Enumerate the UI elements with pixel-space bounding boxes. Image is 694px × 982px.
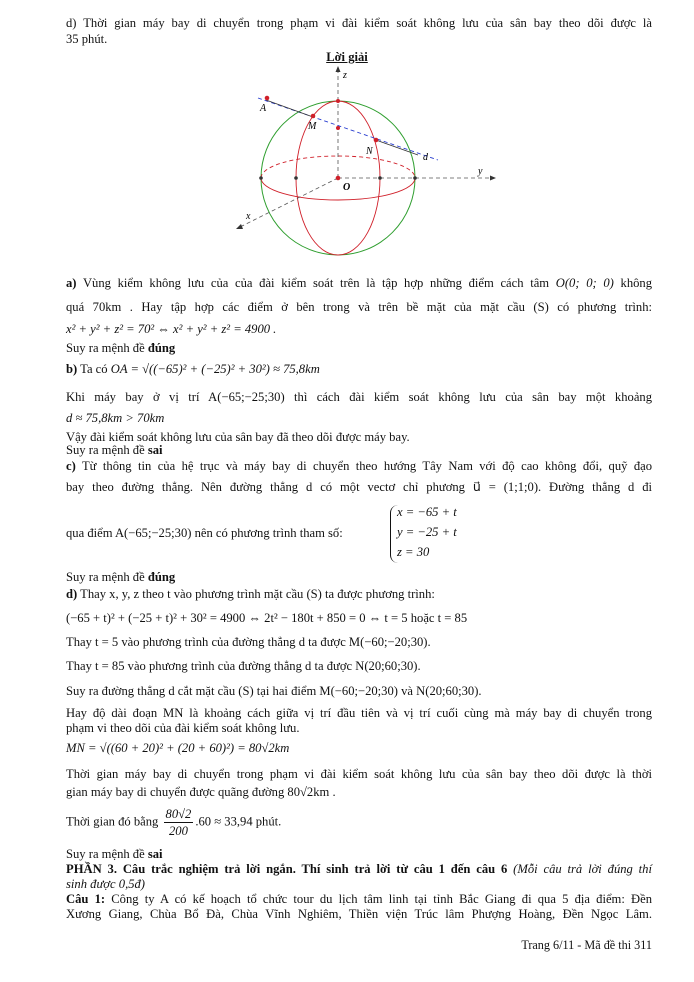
solution-title: Lời giải: [326, 50, 368, 64]
param-system: [390, 505, 471, 563]
label-d: d: [423, 152, 428, 163]
label-N: N: [366, 146, 373, 157]
line-d-outer2: [376, 140, 418, 155]
label-z: z: [343, 70, 347, 81]
part-d-time: Thời gian đó bằng $\frac{80√2}{200}$ .60 ≈ 33,94 phút.: [66, 807, 282, 838]
label-x: x: [246, 211, 251, 222]
part-d-line7: phạm vi theo dõi của đài kiểm soát không lưu.: [66, 721, 300, 735]
part-d-line2: (−65 + t)² + (−25 + t)² + 30² = 4900 ⇔ 2t² − 180t + 850 = 0 ⇔ t = 5 hoặc t = 85: [66, 611, 468, 625]
y-axis-arrow: [490, 176, 496, 181]
part-b-conclusion: Suy ra mệnh đề sai: [66, 443, 163, 457]
x-axis: [240, 178, 338, 227]
point-right: [413, 176, 417, 180]
part-d-conclusion: Suy ra mệnh đề sai: [66, 847, 163, 861]
part-d-line10: gian máy bay di chuyển được quãng đường 80√2km .: [66, 785, 336, 799]
equator-front: [261, 178, 415, 200]
sys-x: x = −65 + t: [397, 505, 457, 519]
point-left: [259, 176, 263, 180]
sys-y: y = −25 + t: [397, 525, 457, 539]
part-b-line3: d ≈ 75,8km > 70km: [66, 411, 165, 425]
part3-heading-note: sinh được 0,5đ): [66, 877, 145, 891]
point-M: [311, 114, 316, 119]
point-mid: [336, 126, 340, 130]
part-c-line2: bay theo đường thẳng. Nên đường thẳng d có một vectơ chỉ phương u⃗ = (1;1;0). Đường thẳng d đi: [66, 480, 652, 494]
part-a-line2: quá 70km . Hay tập hợp các điểm ở bên trong và trên bề mặt của mặt cầu (S) có phương trình:: [66, 300, 652, 314]
part-b-line1: b) Ta có OA = √((−65)² + (−25)² + 30²) ≈ 75,8km: [66, 362, 320, 376]
part-b-line2: Khi máy bay ở vị trí A(−65;−25;30) thì cách đài kiểm soát không lưu của sân bay một khoảng: [66, 390, 652, 404]
time-fraction: $\frac{80√2}{200}$: [165, 807, 192, 838]
point-N: [374, 138, 379, 143]
x-axis-arrow: [236, 224, 243, 229]
part-c-line1: c) Từ thông tin của hệ trục và máy bay di chuyển theo hướng Tây Nam với độ cao không đổi, quỹ đạo: [66, 459, 652, 473]
page-footer: Trang 6/11 - Mã đề thi 311: [521, 938, 652, 952]
line-d-dashed: [258, 98, 438, 160]
part-d-line9: Thời gian máy bay di chuyển trong phạm vi đài kiểm soát không lưu của sân bay theo dõi được là thời: [66, 767, 652, 781]
part-a-line3: x² + y² + z² = 70² ⇔ x² + y² + z² = 4900 .: [66, 322, 277, 336]
q1-line1: Câu 1: Công ty A có kế hoạch tổ chức tour du lịch tâm linh tại tỉnh Bắc Giang đi qua 5 địa điểm: Đền: [66, 892, 652, 906]
part-a-conclusion: Suy ra mệnh đề đúng: [66, 341, 176, 355]
part-c-line3: qua điểm A(−65;−25;30) nên có phương trình tham số:: [66, 526, 343, 540]
point-ml: [294, 176, 298, 180]
sys-z: z = 30: [397, 545, 430, 559]
part3-heading: PHẦN 3. Câu trắc nghiệm trả lời ngắn. Thí sinh trả lời từ câu 1 đến câu 6 (Mỗi câu trả lời đúng thí: [66, 862, 652, 876]
label-A: A: [260, 103, 267, 114]
part-d-line6: Hay độ dài đoạn MN là khoảng cách giữa vị trí đầu tiên và vị trí cuối cùng mà máy bay di chuyển trong: [66, 706, 652, 720]
point-top: [336, 99, 340, 103]
header-d-line2: 35 phút.: [66, 32, 108, 46]
part-c-conclusion: Suy ra mệnh đề đúng: [66, 570, 176, 584]
part-b-line4: Vậy đài kiểm soát không lưu của sân bay đã theo dõi được máy bay.: [66, 430, 410, 444]
point-mr: [378, 176, 382, 180]
part-d-line3: Thay t = 5 vào phương trình của đường thẳng d ta được M(−60;−20;30).: [66, 635, 431, 649]
point-O: [336, 176, 341, 181]
point-A: [265, 96, 270, 101]
part-d-line5: Suy ra đường thẳng d cắt mặt cầu (S) tại hai điểm M(−60;−20;30) và N(20;60;30).: [66, 684, 482, 698]
header-d-line1: d) Thời gian máy bay di chuyển trong phạm vi đài kiểm soát không lưu của sân bay theo dõi được là: [66, 16, 652, 30]
label-M: M: [308, 121, 317, 132]
part-a-line1: a) Vùng kiểm không lưu của của đài kiểm soát trên là tập hợp những điểm cách tâm O(0; 0; 0) không: [66, 276, 653, 290]
label-y: y: [478, 166, 483, 177]
z-axis-arrow: [336, 66, 341, 72]
part-d-line1: d) Thay x, y, z theo t vào phương trình mặt cầu (S) ta được phương trình:: [66, 587, 435, 601]
part-d-line4: Thay t = 85 vào phương trình của đường thẳng d ta được N(20;60;30).: [66, 659, 421, 673]
q1-line2: Xương Giang, Chùa Bổ Đà, Chùa Vĩnh Nghiêm, Thiền viện Trúc lâm Phượng Hoàng, Đền Ngọc Lâm.: [66, 907, 652, 921]
sphere-figure: [230, 64, 500, 264]
label-O: O: [343, 182, 351, 193]
part-d-line8: MN = √((60 + 20)² + (20 + 60)²) = 80√2km: [66, 741, 290, 755]
